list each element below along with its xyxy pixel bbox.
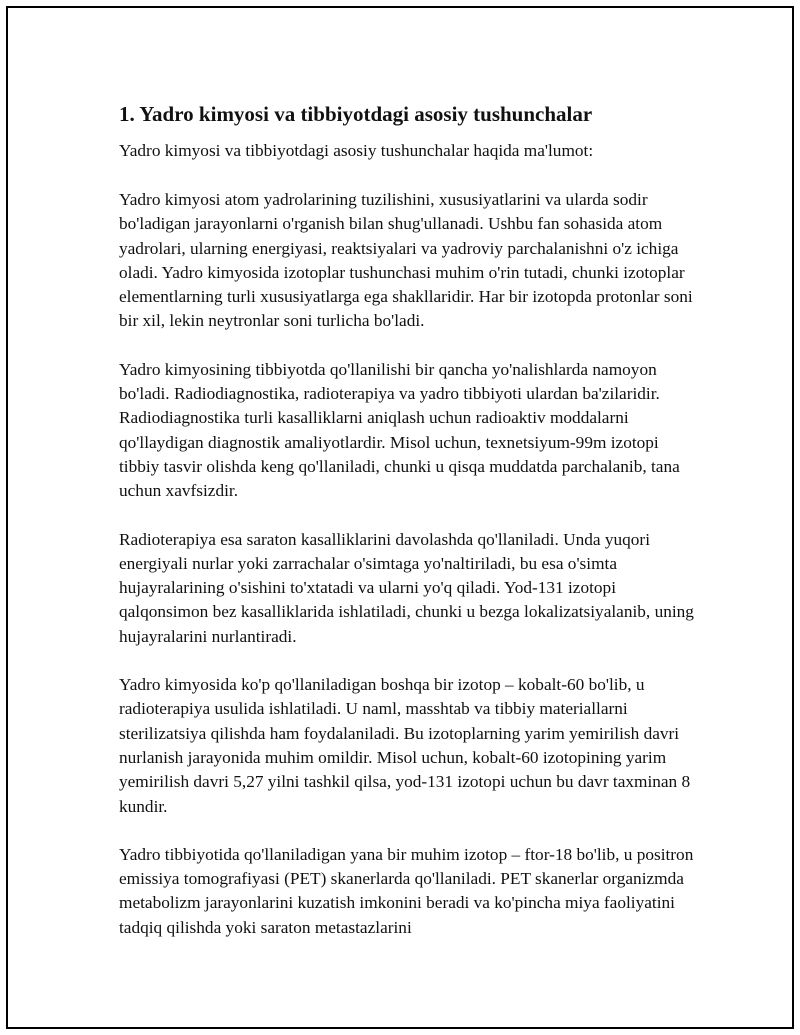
paragraph: Yadro kimyosida ko'p qo'llaniladigan boshqa bir izotop – kobalt-60 bo'lib, u radioterapiya usulida ishlatiladi. U naml, masshtab va tibbiy materiallarni sterilizatsiya qilishda ham foydalaniladi. Bu izotoplarning yarim yemirilish davri nurlanish jarayonida muhim omildir. Misol uchun, kobalt-60 izotopining yarim yemirilish davri 5,27 yilni tashkil qilsa, yod-131 izotopi uchun bu davr taxminan 8 kundir. xyxy=(119,675,691,816)
intro-line: Yadro kimyosi va tibbiyotdagi asosiy tushunchalar haqida ma'lumot: xyxy=(119,141,594,160)
document-body xyxy=(119,100,699,964)
paragraph: Radioterapiya esa saraton kasalliklarini davolashda qo'llaniladi. Unda yuqori energiyali nurlar yoki zarrachalar o'simtaga yo'naltiriladi, bu esa o'simta hujayralarining o'sishini to'xtatadi va ularni yo'q qiladi. Yod-131 izotopi qalqonsimon bez kasalliklarida ishlatiladi, chunki u bezga lokalizatsiyalanib, uning hujayralarini nurlantiradi. xyxy=(119,529,694,646)
page-frame xyxy=(6,6,794,1029)
paragraph: Yadro kimyosining tibbiyotda qo'llanilishi bir qancha yo'nalishlarda namoyon bo'ladi. Radiodiagnostika, radioterapiya va yadro tibbiyoti ulardan ba'zilaridir. Radiodiagnostika turli kasalliklarni aniqlash uchun radioaktiv moddalarni qo'llaydigan diagnostik amaliyotlardir. Misol uchun, texnetsiyum-99m izotopi tibbiy tasvir olishda keng qo'llaniladi, chunki u qisqa muddatda parchalanib, tana uchun xavfsizdir. xyxy=(119,359,680,501)
paragraph: Yadro tibbiyotida qo'llaniladigan yana bir muhim izotop – ftor-18 bo'lib, u positron emissiya tomografiyasi (PET) skanerlarda qo'llaniladi. PET skanerlar organizmda metabolizm jarayonlarini kuzatish imkonini beradi va ko'pincha miya faoliyatini tadqiq qilishda yoki saraton metastazlarini xyxy=(119,844,694,937)
document-title: 1. Yadro kimyosi va tibbiyotdagi asosiy tushunchalar xyxy=(119,102,593,126)
paragraph: Yadro kimyosi atom yadrolarining tuzilishini, xususiyatlarini va ularda sodir bo'ladigan jarayonlarni o'rganish bilan shug'ullanadi. Ushbu fan sohasida atom yadrolari, ularning energiyasi, reaktsiyalari va yadroviy parchalanishni o'z ichiga oladi. Yadro kimyosida izotoplar tushunchasi muhim o'rin tutadi, chunki izotoplar elementlarning turli xususiyatlarga ega shakllaridir. Har bir izotopda protonlar soni bir xil, lekin neytronlar soni turlicha bo'ladi. xyxy=(119,190,693,331)
